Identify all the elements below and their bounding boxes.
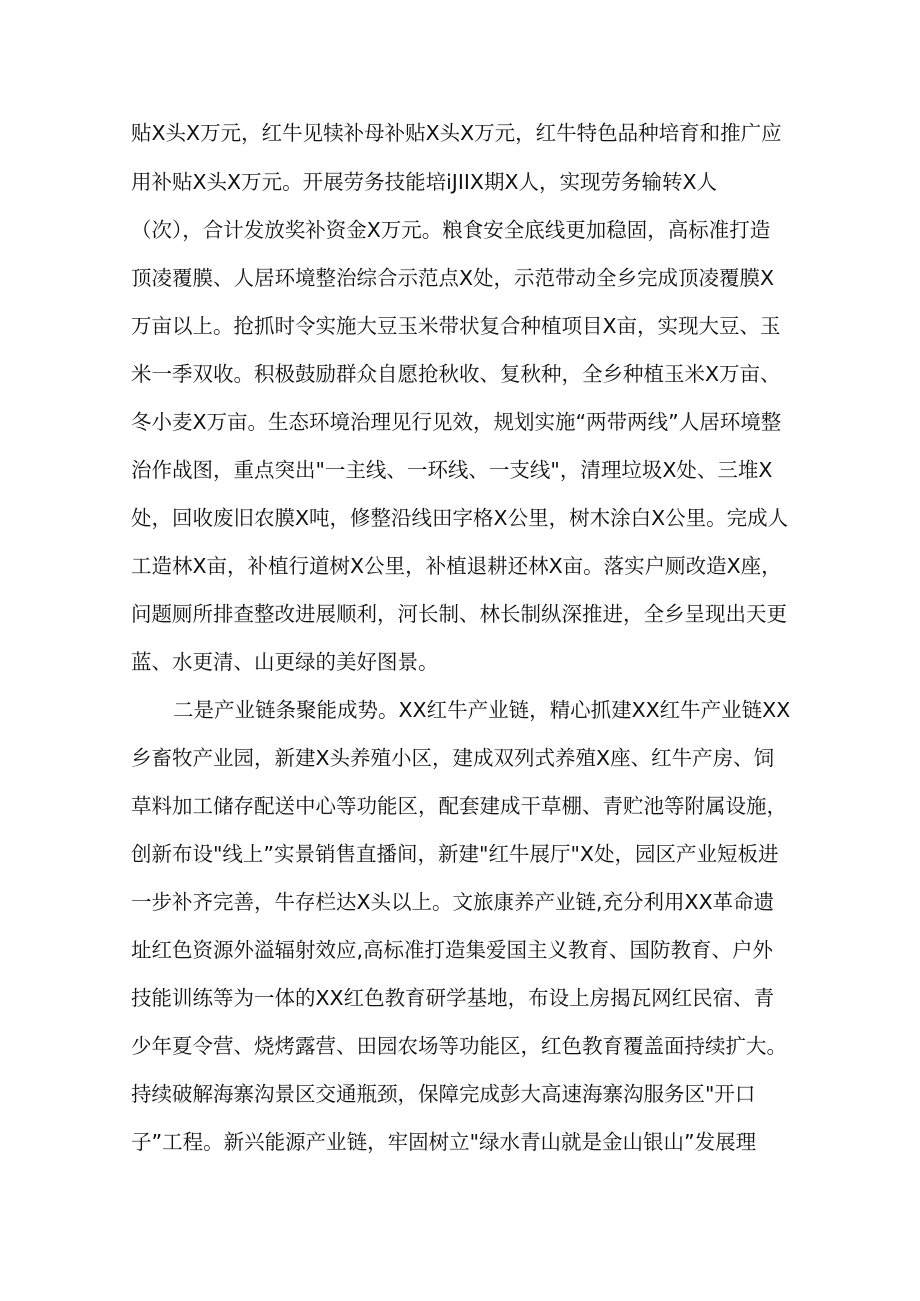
- text-line: 用补贴X头X万元。开展劳务技能培iJIIX期X人，实现劳务输转X人: [131, 170, 718, 194]
- text-line: 址红色资源外溢辐射效应,高标准打造集爱国主义教育、国防教育、户外: [131, 938, 774, 962]
- text-line: 米一季双收。积极鼓励群众自愿抢秋收、复秋种，全乡种植玉米X万亩、: [131, 362, 781, 386]
- text-line: 持续破解海寨沟景区交通瓶颈，保障完成彭大高速海寨沟服务区"开口: [131, 1082, 756, 1106]
- text-line: 草料加工储存配送中心等功能区，配套建成干草棚、青贮池等附属设施，: [131, 794, 787, 818]
- text-line: 少年夏令营、烧烤露营、田园农场等功能区，红色教育覆盖面持续扩大。: [131, 1034, 787, 1058]
- text-line: 乡畜牧产业园，新建X头养殖小区，建成双列式养殖X座、红牛产房、饲: [131, 746, 775, 770]
- paragraph-first-line: 二是产业链条聚能成势。XX红牛产业链，精心抓建XX红牛产业链XX: [173, 698, 791, 722]
- text-line: 顶凌覆膜、人居环境整治综合示范点X处，示范带动全乡完成顶凌覆膜X: [131, 266, 775, 290]
- text-line: 治作战图，重点突出"一主线、一环线、一支线"，清理垃圾X处、三堆X: [131, 458, 773, 482]
- text-line: 处，回收废旧农膜X吨，修整沿线田字格X公里，树木涂白X公里。完成人: [131, 506, 789, 530]
- text-line: 蓝、水更清、山更绿的美好图景。: [131, 650, 439, 674]
- text-line: 创新布设"线上”实景销售直播间，新建"红牛展厅"X处，园区产业短板进: [131, 842, 779, 866]
- text-line: 万亩以上。抢抓时令实施大豆玉米带状复合种植项目X亩，实现大豆、玉: [131, 314, 781, 338]
- text-line: 冬小麦X万亩。生态环境治理见行见效，规划实施“两带两线”人居环境整: [131, 410, 782, 434]
- text-line: 贴X头X万元，红牛见犊补母补贴X头X万元，红牛特色品种培育和推广应: [131, 121, 782, 145]
- text-line: 一步补齐完善，牛存栏达X头以上。文旅康养产业链,充分利用XX革命遗: [131, 890, 775, 914]
- text-line: （次），合计发放奖补资金X万元。粮食安全底线更加稳固，高标准打造: [131, 218, 771, 242]
- text-line: 工造林X亩，补植行道树X公里，补植退耕还林X亩。落实户厕改造X座，: [131, 554, 782, 578]
- text-line: 子”工程。新兴能源产业链，牢固树立"绿水青山就是金山银山”发展理: [131, 1130, 757, 1154]
- text-line: 技能训练等为一体的XX红色教育研学基地，布设上房揭瓦网红民宿、青: [131, 986, 775, 1010]
- text-line: 问题厕所排查整改进展顺利，河长制、林长制纵深推进，全乡呈现出天更: [131, 602, 787, 626]
